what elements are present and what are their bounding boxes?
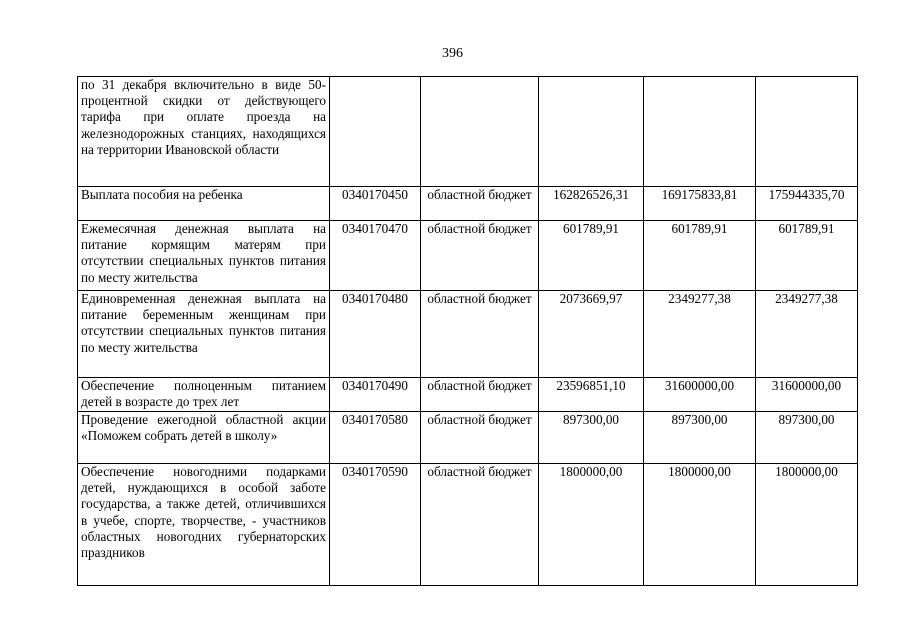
row-name: Проведение ежегодной областной акции «Поможем собрать детей в школу» bbox=[78, 412, 330, 464]
row-code: 0340170450 bbox=[330, 187, 421, 221]
row-code: 0340170490 bbox=[330, 378, 421, 412]
row-source: областной бюджет bbox=[421, 464, 539, 586]
row-amount-2: 169175833,81 bbox=[644, 187, 756, 221]
row-code: 0340170480 bbox=[330, 291, 421, 378]
row-name: Обеспечение полноценным питанием детей в возрасте до трех лет bbox=[78, 378, 330, 412]
page-number: 396 bbox=[442, 46, 463, 61]
row-source: областной бюджет bbox=[421, 187, 539, 221]
row-amount-1: 897300,00 bbox=[539, 412, 644, 464]
row-amount-3: 175944335,70 bbox=[756, 187, 858, 221]
table-row bbox=[78, 221, 858, 291]
row-amount-1: 1800000,00 bbox=[539, 464, 644, 586]
row-amount-3 bbox=[756, 77, 858, 187]
row-amount-3: 1800000,00 bbox=[756, 464, 858, 586]
row-name: Единовременная денежная выплата на питание беременным женщинам при отсутствии специальных пунктов питания по месту жительства bbox=[78, 291, 330, 378]
row-amount-3: 31600000,00 bbox=[756, 378, 858, 412]
row-amount-1: 2073669,97 bbox=[539, 291, 644, 378]
row-source: областной бюджет bbox=[421, 378, 539, 412]
row-amount-2: 1800000,00 bbox=[644, 464, 756, 586]
table-row bbox=[78, 77, 858, 187]
row-amount-2: 2349277,38 bbox=[644, 291, 756, 378]
row-name: Обеспечение новогодними подарками детей, нуждающихся в особой заботе государства, а также детей, отличившихся в учебе, спорте, творчестве, - участников областных новогодних губернаторских праздников bbox=[78, 464, 330, 586]
row-amount-3: 897300,00 bbox=[756, 412, 858, 464]
row-amount-3: 2349277,38 bbox=[756, 291, 858, 378]
row-amount-1: 601789,91 bbox=[539, 221, 644, 291]
row-amount-1: 162826526,31 bbox=[539, 187, 644, 221]
row-name: Выплата пособия на ребенка bbox=[78, 187, 330, 221]
row-amount-3: 601789,91 bbox=[756, 221, 858, 291]
row-name: Ежемесячная денежная выплата на питание кормящим матерям при отсутствии специальных пунктов питания по месту жительства bbox=[78, 221, 330, 291]
row-amount-2: 601789,91 bbox=[644, 221, 756, 291]
row-source: областной бюджет bbox=[421, 412, 539, 464]
table-row bbox=[78, 187, 858, 221]
row-amount-1 bbox=[539, 77, 644, 187]
row-source: областной бюджет bbox=[421, 291, 539, 378]
row-code: 0340170580 bbox=[330, 412, 421, 464]
row-code: 0340170590 bbox=[330, 464, 421, 586]
table-row bbox=[78, 412, 858, 464]
row-amount-1: 23596851,10 bbox=[539, 378, 644, 412]
row-name: по 31 декабря включительно в виде 50-процентной скидки от действующего тарифа при оплате проезда на железнодорожных станциях, находящихся на территории Ивановской области bbox=[78, 77, 330, 187]
row-amount-2: 897300,00 bbox=[644, 412, 756, 464]
budget-table bbox=[77, 76, 858, 586]
row-amount-2 bbox=[644, 77, 756, 187]
table-row bbox=[78, 464, 858, 586]
row-source: областной бюджет bbox=[421, 221, 539, 291]
row-code: 0340170470 bbox=[330, 221, 421, 291]
row-code bbox=[330, 77, 421, 187]
table-row bbox=[78, 378, 858, 412]
row-amount-2: 31600000,00 bbox=[644, 378, 756, 412]
row-source bbox=[421, 77, 539, 187]
table-row bbox=[78, 291, 858, 378]
